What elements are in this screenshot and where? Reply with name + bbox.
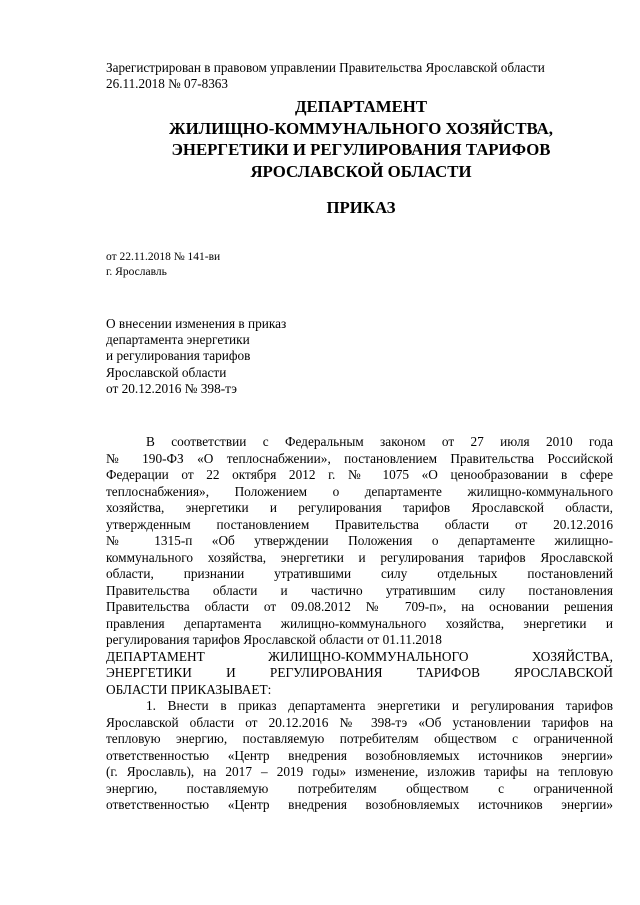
registration-number: 26.11.2018 № 07-8363 [106,76,228,91]
department-line: ЯРОСЛАВСКОЙ ОБЛАСТИ [250,161,472,181]
body-line: Правительства области от 09.08.2012 № 709-п», на основании решения [106,599,613,614]
body-line: правления департамента жилищно-коммунального хозяйства, энергетики и [106,615,613,631]
body-line: области, признании утратившими силу отдельных постановлений [106,566,613,581]
subject-line: департамента энергетики [106,332,250,348]
body-line: ДЕПАРТАМЕНТ ЖИЛИЩНО-КОММУНАЛЬНОГО ХОЗЯЙСТВА, [106,648,613,664]
subject-line: от 20.12.2016 № 398-тэ [106,380,238,396]
order-date-block [106,250,220,280]
body-line: коммунального хозяйства, энергетики и регулирования тарифов Ярославской [106,549,613,565]
body-line: ответственностью «Центр внедрения возобновляемых источников энергии» [106,747,613,763]
body-line: Правительства области и частично утратившим силу постановления [106,582,613,598]
department-header [106,96,616,182]
registration-line: Зарегистрирован в правовом управлении Правительства Ярославской области [106,60,545,75]
body-line: ответственностью «Центр внедрения возобновляемых источников энергии» [106,797,613,812]
order-subject [106,316,286,397]
body-line: 1. Внести в приказ департамента энергетики и регулирования тарифов [146,698,613,713]
registration-note [106,60,616,92]
body-line: ОБЛАСТИ ПРИКАЗЫВАЕТ: [106,681,272,697]
order-date: от 22.11.2018 № 141-ви [106,251,221,263]
body-line: утвержденным постановлением Правительства области от 20.12.2016 [106,516,613,532]
subject-line: О внесении изменения в приказ [106,316,287,331]
body-line: ЭНЕРГЕТИКИ И РЕГУЛИРОВАНИЯ ТАРИФОВ ЯРОСЛАВСКОЙ [106,665,613,680]
body-line: тепловую энергию, поставляемую потребителям обществом с ограниченной [106,731,613,746]
order-city: г. Ярославль [106,266,167,278]
body-line: № 1315-п «Об утверждении Положения о департаменте жилищно- [106,533,613,548]
body-line: № 190-ФЗ «О теплоснабжении», постановлением Правительства Российской [106,450,613,466]
subject-line: Ярославской области [106,364,227,380]
body-line: регулирования тарифов Ярославской области от 01.11.2018 [106,632,442,647]
body-line: В соответствии с Федеральным законом от 27 июля 2010 года [146,434,613,449]
body-line: Федерации от 22 октября 2012 г. № 1075 «О ценообразовании в сфере [106,467,613,482]
body-line: хозяйства, энергетики и регулирования тарифов Ярославской области, [106,500,613,515]
department-line: ДЕПАРТАМЕНТ [294,97,428,116]
order-body [106,434,613,814]
order-title: ПРИКАЗ [326,198,396,217]
body-line: Ярославской области от 20.12.2016 № 398-тэ «Об установлении тарифов на [106,714,613,730]
body-line: энергию, поставляемую потребителям обществом с ограниченной [106,780,613,796]
department-line: ЭНЕРГЕТИКИ И РЕГУЛИРОВАНИЯ ТАРИФОВ [171,140,551,159]
body-line: теплоснабжения», Положением о департаменте жилищно-коммунального [106,483,613,499]
body-line: (г. Ярославль), на 2017 – 2019 годы» изменение, изложив тарифы на тепловую [106,764,613,779]
subject-line: и регулирования тарифов [106,348,251,364]
department-line: ЖИЛИЩНО-КОММУНАЛЬНОГО ХОЗЯЙСТВА, [169,118,553,138]
